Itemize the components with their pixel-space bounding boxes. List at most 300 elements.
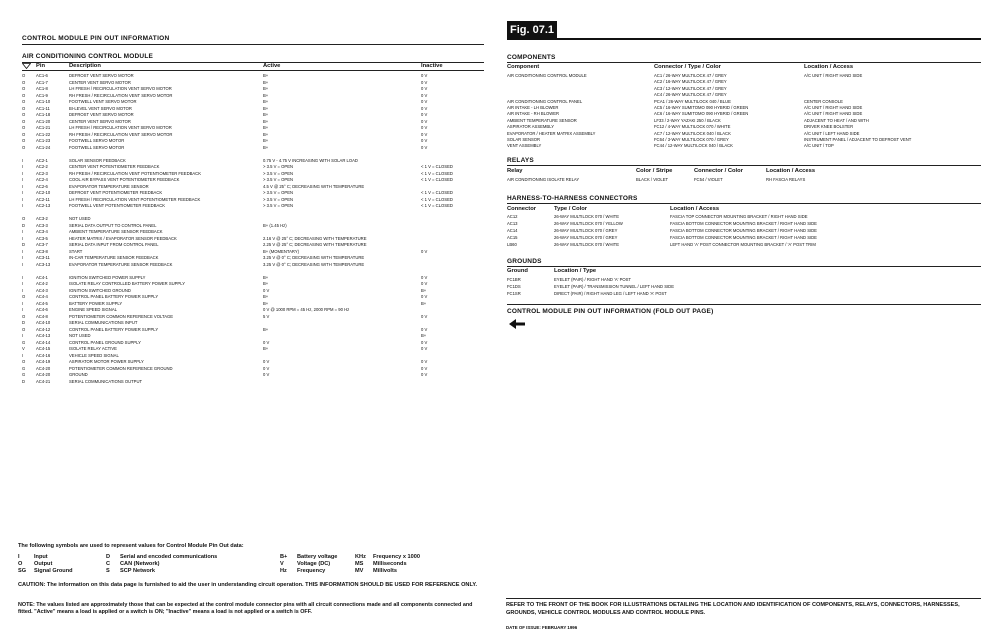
color-column-header: Color / Stripe	[636, 168, 673, 174]
io-cell: O	[22, 138, 26, 143]
inactive-cell: < 1 V = CLOSED	[421, 170, 453, 176]
figure-rule	[507, 38, 981, 40]
io-cell: I	[22, 170, 24, 176]
pin-cell: AC1-9	[36, 92, 48, 98]
relay-connector-column-header: Connector / Color	[694, 168, 743, 174]
ground-location-column-header: Location / Type	[554, 268, 597, 274]
io-cell: O	[22, 92, 26, 98]
io-cell: I	[22, 203, 24, 208]
active-cell: B+	[263, 346, 269, 351]
description-cell: BI-LEVEL VENT SERVO MOTOR	[69, 105, 132, 111]
component-cell: AIR CONDITIONING CONTROL PANEL	[507, 98, 583, 104]
pin-cell: AC4-2	[36, 281, 48, 286]
symbol-legend	[18, 554, 478, 582]
inactive-cell: < 1 V = CLOSED	[421, 190, 453, 195]
active-cell: 5 V	[263, 313, 270, 319]
inactive-cell: 0 V	[421, 86, 428, 91]
harness-type-cell: 26-WAY MULTILOCK 070 / GREY	[554, 235, 618, 240]
description-cell: CENTER VENT POTENTIOMETER FEEDBACK	[69, 164, 160, 169]
legend-symbol: Hz	[280, 568, 287, 574]
inactive-cell: 0 V	[421, 105, 428, 111]
description-cell: POTENTIOMETER COMMON REFERENCE GROUND	[69, 365, 173, 371]
harness-connector-cell: AC13	[507, 221, 518, 226]
header-rule	[22, 44, 484, 45]
pin-cell: AC1-11	[36, 105, 50, 111]
harness-table	[507, 213, 981, 251]
io-cell: O	[22, 125, 26, 130]
connector-cell: FC12 / 4-WAY MULTILOCK 070 / WHITE	[654, 124, 731, 130]
description-cell: RH FRESH / RECIRCULATION VENT SERVO MOTOR	[69, 131, 173, 137]
description-cell: IGNITION SWITCHED POWER SUPPLY	[69, 274, 146, 280]
location-cell: A/C UNIT / RIGHT HAND SIDE	[804, 73, 863, 78]
io-cell: I	[22, 255, 24, 260]
description-cell: LH FRESH / RECIRCULATION VENT SERVO MOTOR	[69, 86, 172, 91]
table-row	[22, 378, 484, 385]
ground-cell: FC1BR	[507, 277, 521, 282]
legend-label: Input	[34, 554, 48, 560]
components-rule	[507, 62, 981, 63]
io-cell: O	[22, 131, 26, 137]
description-cell: ENGINE SPEED SIGNAL	[69, 307, 117, 312]
inactive-cell: 0 V	[421, 112, 428, 117]
inactive-cell: 0 V	[421, 294, 428, 299]
table-row	[507, 176, 981, 183]
description-cell: LH FRESH / RECIRCULATION VENT POTENTIOMETER FEEDBACK	[69, 196, 201, 202]
io-cell: I	[22, 261, 24, 267]
harness-type-cell: 26-WAY MULTILOCK 070 / GREY	[554, 228, 618, 233]
legend-symbol: V	[280, 561, 284, 567]
ground-cell: FC1DS	[507, 284, 521, 289]
legend-symbol: S	[106, 568, 110, 574]
io-cell: D	[22, 378, 26, 384]
pin-cell: AC2-2	[36, 164, 48, 169]
inactive-cell: < 1 V = CLOSED	[421, 196, 453, 202]
component-cell: AIR CONDITIONING CONTROL MODULE	[507, 73, 587, 78]
harness-type-cell: 26-WAY MULTILOCK 070 / WHITE	[554, 242, 619, 247]
description-cell: GROUND	[69, 372, 88, 377]
column-header-rule	[22, 70, 484, 71]
pin-cell: AC1-10	[36, 99, 51, 104]
active-cell: 2.16 V @ 25° C; DECREASING WITH TEMPERATURE	[263, 235, 367, 241]
io-cell: O	[22, 73, 26, 78]
active-cell: B+	[263, 138, 269, 143]
inactive-cell: 0 V	[421, 248, 428, 254]
module-title: AIR CONDITIONING CONTROL MODULE	[22, 53, 154, 60]
io-cell: I	[22, 281, 24, 286]
legend-title: The following symbols are used to represent values for Control Module Pin Out data:	[18, 543, 244, 549]
connector-cell: AC5 / 16-WAY SUMITOMO 090 HYBRID / GREEN	[654, 105, 749, 110]
active-cell: > 3.5 V = OPEN	[263, 203, 294, 208]
refer-text: REFER TO THE FRONT OF THE BOOK FOR ILLUSTRATIONS DETAILING THE LOCATION AND IDENTIFICATION OF COMPONENTS, RELAYS, CONNECTORS, HARNESSES, GROUNDS, VEHICLE CONTROL MODULES AND CONTROL MODULE PINS.	[506, 602, 960, 616]
description-cell: CONTROL PANEL GROUND SUPPLY	[69, 339, 141, 345]
legend-symbol: I	[18, 554, 20, 560]
inactive-cell: 0 V	[421, 79, 428, 85]
pin-cell: AC2-1	[36, 157, 48, 163]
relay-location-cell: RH FASCIA RELAYS	[766, 177, 806, 182]
legend-symbol: O	[18, 561, 23, 567]
active-cell: B+	[263, 144, 269, 150]
io-cell: I	[22, 274, 24, 280]
pin-cell: AC4-19	[36, 359, 51, 364]
active-cell: B+	[263, 300, 269, 306]
pin-cell: AC4-21	[36, 378, 51, 384]
ground-location-cell: DIRECT (PAIR) / RIGHT HAND LEG / LEFT HAND 'A' POST	[554, 291, 667, 296]
harness-location-cell: FASCIA BOTTOM CONNECTOR MOUNTING BRACKET / RIGHT HAND SIDE	[670, 228, 817, 233]
active-cell: B+	[263, 112, 269, 117]
pin-cell: AC3-5	[36, 235, 48, 241]
connector-column-header: Connector / Type / Color	[654, 64, 721, 70]
description-cell: AMBIENT TEMPERATURE SENSOR FEEDBACK	[69, 229, 163, 234]
foldout-rule	[507, 304, 981, 305]
legend-label: SCP Network	[120, 568, 156, 574]
io-cell: G	[22, 372, 26, 377]
io-cell: G	[22, 365, 26, 371]
io-cell: G	[22, 339, 26, 345]
inactive-cell: 0 V	[421, 138, 428, 143]
io-cell: I	[22, 248, 24, 254]
active-cell: > 3.5 V = OPEN	[263, 177, 294, 182]
pin-cell: AC3-11	[36, 255, 50, 260]
harness-location-cell: LEFT HAND 'A' POST CONNECTOR MOUNTING BRACKET / 'A' POST TRIM	[670, 242, 816, 247]
io-cell: O	[22, 112, 26, 117]
legend-label: Milliseconds	[373, 561, 407, 567]
harness-connector-cell: LB60	[507, 242, 517, 247]
pin-cell: AC4-3	[36, 287, 48, 293]
legend-label: Signal Ground	[34, 568, 73, 574]
legend-symbol: MS	[355, 561, 364, 567]
active-cell: 0.75 V - 4.75 V INCREASING WITH SOLAR LOAD	[263, 157, 358, 163]
harness-location-column-header: Location / Access	[670, 206, 720, 212]
active-cell: 0 V	[263, 359, 270, 364]
grounds-title: GROUNDS	[507, 258, 542, 265]
active-cell: 0 V	[263, 365, 270, 371]
relay-location-column-header: Location / Access	[766, 168, 816, 174]
pin-cell: AC2-13	[36, 203, 51, 208]
figure-badge: Fig. 07.1	[507, 21, 557, 39]
active-cell: B+	[263, 281, 269, 286]
io-cell: D	[22, 242, 26, 247]
pin-cell: AC1-7	[36, 79, 48, 85]
io-cell: O	[22, 359, 26, 364]
description-cell: BATTERY POWER SUPPLY	[69, 300, 123, 306]
io-cell: I	[22, 300, 24, 306]
description-cell: IN-CAR TEMPERATURE SENSOR FEEDBACK	[69, 255, 159, 260]
location-cell: INSTRUMENT PANEL / ADJACENT TO DEFROST VENT	[804, 137, 912, 142]
grounds-table	[507, 276, 981, 300]
description-cell: COOL AIR BYPASS VENT POTENTIOMETER FEEDBACK	[69, 177, 180, 182]
description-cell: SOLAR SENSOR FEEDBACK	[69, 157, 126, 163]
io-cell: O	[22, 86, 26, 91]
io-cell: O	[22, 99, 26, 104]
pin-cell: AC4-20	[36, 365, 51, 371]
active-cell: B+	[263, 125, 269, 130]
arrow-left-icon	[508, 318, 526, 334]
pin-cell: AC4-15	[36, 346, 51, 351]
pin-cell: AC4-16	[36, 352, 51, 358]
component-cell: AMBIENT TEMPERATURE SENSOR	[507, 117, 577, 123]
table-row	[507, 241, 981, 248]
note-text: NOTE: The values listed are approximately those that can be expected at the control module connector pins with all circuit connections made and all components connected and fitted. "Active" means a load is applied or a switch is ON; "Inactive" means a load is not applied or a switch is OFF.	[18, 602, 473, 615]
active-cell: 3.25 V @ 0° C; DECREASING WITH TEMPERATURE	[263, 261, 365, 267]
pin-cell: AC1-8	[36, 86, 48, 91]
inactive-cell: 0 V	[421, 326, 428, 332]
pin-cell: AC4-10	[36, 320, 51, 325]
legend-symbol: SG	[18, 568, 27, 574]
legend-symbol: KHz	[355, 554, 366, 560]
io-cell: O	[22, 118, 26, 124]
active-cell: B+	[263, 86, 269, 91]
legend-symbol: D	[106, 554, 111, 560]
active-cell: B+ (1.45 Hz)	[263, 222, 287, 228]
description-cell: DEFROST VENT POTENTIOMETER FEEDBACK	[69, 190, 163, 195]
connector-cell: AC6 / 16-WAY SUMITOMO 090 HYBRID / GREEN	[654, 111, 749, 117]
active-cell: B+	[263, 92, 269, 98]
location-cell: ADJACENT TO HEAT / AND WITH	[804, 117, 869, 123]
inactive-cell: 0 V	[421, 365, 428, 371]
harness-type-column-header: Type / Color	[554, 206, 588, 212]
description-cell: NOT USED	[69, 216, 91, 221]
description-cell: CONTROL PANEL BATTERY POWER SUPPLY	[69, 294, 159, 299]
description-cell: FOOTWELL VENT POTENTIOMETER FEEDBACK	[69, 203, 166, 208]
description-cell: ISOLATE RELAY CONTROLLED BATTERY POWER SUPPLY	[69, 281, 186, 286]
connector-cell: FC64 / 3-WAY MULTILOCK 070 / GREY	[654, 137, 729, 142]
active-cell: > 3.5 V = OPEN	[263, 170, 294, 176]
active-cell: 0 V @ 1000 RPM = 45 Hz, 2000 RPM = 90 Hz	[263, 307, 350, 312]
inactive-cell: < 1 V = CLOSED	[421, 177, 453, 182]
description-cell: SERIAL COMMUNICATIONS OUTPUT	[69, 378, 143, 384]
location-cell: CENTER CONSOLE	[804, 98, 843, 104]
legend-label: Millivolts	[373, 568, 397, 574]
location-cell: DRIVER KNEE BOLSTER	[804, 124, 854, 130]
description-cell: LH FRESH / RECIRCULATION VENT SERVO MOTOR	[69, 125, 172, 130]
description-cell: ASPIRATOR MOTOR POWER SUPPLY	[69, 359, 144, 364]
connector-cell: FC44 / 12-WAY MULTILOCK 040 / BLACK	[654, 143, 733, 149]
pin-cell: AC3-2	[36, 216, 48, 221]
pin-cell: AC3-13	[36, 261, 51, 267]
pin-table	[22, 72, 484, 384]
description-cell: FOOTWELL VENT SERVO MOTOR	[69, 99, 137, 104]
description-cell: CENTER VENT SERVO MOTOR	[69, 79, 131, 85]
pin-cell: AC2-3	[36, 170, 48, 176]
color-cell: BLACK / VIOLET	[636, 177, 669, 182]
pin-cell: AC1-6	[36, 73, 48, 78]
active-cell: B+	[263, 73, 269, 78]
pin-cell: AC1-18	[36, 112, 51, 117]
ground-cell: FC1SR	[507, 291, 521, 296]
component-cell: VENT ASSEMBLY	[507, 143, 542, 149]
description-cell: RH FRESH / RECIRCULATION VENT POTENTIOMETER FEEDBACK	[69, 170, 201, 176]
pin-cell: AC2-10	[36, 190, 51, 195]
pin-column-header: Pin	[36, 63, 46, 69]
foldout-title: CONTROL MODULE PIN OUT INFORMATION (FOLD OUT PAGE)	[507, 308, 714, 315]
inactive-cell: 0 V	[421, 339, 428, 345]
description-column-header: Description	[69, 63, 101, 69]
inactive-cell: 0 V	[421, 313, 428, 319]
io-cell: I	[22, 196, 24, 202]
active-cell: > 3.5 V = OPEN	[263, 164, 294, 169]
io-cell: I	[22, 157, 24, 163]
legend-label: Frequency	[297, 568, 326, 574]
io-cell: I	[22, 307, 24, 312]
inactive-cell: 0 V	[421, 125, 428, 130]
harness-location-cell: FASCIA BOTTOM CONNECTOR MOUNTING BRACKET / RIGHT HAND SIDE	[670, 235, 817, 240]
connector-cell: PCA1 / 26-WAY MULTILOCK 040 / BLUE	[654, 98, 731, 104]
pin-cell: AC1-21	[36, 125, 51, 130]
inactive-cell: 0 V	[421, 346, 428, 351]
component-cell: SOLAR SENSOR	[507, 137, 541, 142]
inactive-cell: B+	[421, 287, 427, 293]
active-cell: 4.5 V @ 25° C; DECREASING WITH TEMPERATURE	[263, 183, 365, 189]
inactive-cell: B+	[421, 300, 427, 306]
connector-cell: LF33 / 2-WAY YAZAKI 250 / BLACK	[654, 117, 721, 123]
io-cell: I	[22, 287, 24, 293]
active-cell: > 3.5 V = OPEN	[263, 190, 294, 195]
location-cell: A/C UNIT / RIGHT HAND SIDE	[804, 111, 863, 117]
relay-connector-cell: FC54 / VIOLET	[694, 177, 723, 182]
description-cell: POTENTIOMETER COMMON REFERENCE VOLTAGE	[69, 313, 174, 319]
description-cell: EVAPORATOR TEMPERATURE SENSOR	[69, 183, 149, 189]
description-cell: ISOLATE RELAY ACTIVE	[69, 346, 117, 351]
page-header: CONTROL MODULE PIN OUT INFORMATION	[22, 35, 170, 42]
component-cell: EVAPORATOR / HEATER MATRIX ASSEMBLY	[507, 130, 596, 136]
legend-label: CAN (Network)	[120, 561, 160, 567]
active-cell: 0 V	[263, 339, 270, 345]
components-title: COMPONENTS	[507, 54, 556, 61]
pin-cell: AC4-14	[36, 339, 51, 345]
connector-cell: AC2 / 16-WAY MULTILOCK 47 / GREY	[654, 79, 727, 85]
pin-cell: AC4-12	[36, 326, 51, 332]
harness-location-cell: FASCIA TOP CONNECTOR MOUNTING BRACKET / RIGHT HAND SIDE	[670, 214, 808, 219]
harness-connector-cell: AC12	[507, 214, 518, 219]
pin-cell: AC4-1	[36, 274, 48, 280]
active-cell: 3.25 V @ 0° C; DECREASING WITH TEMPERATURE	[263, 255, 365, 260]
date-of-issue: DATE OF ISSUE: FEBRUARY 1996	[506, 625, 578, 630]
inactive-cell: < 1 V = CLOSED	[421, 203, 453, 208]
description-cell: FOOTWELL SERVO MOTOR	[69, 138, 125, 143]
component-column-header: Component	[507, 64, 540, 70]
pin-cell: AC4-4	[36, 294, 48, 299]
pin-cell: AC1-20	[36, 118, 51, 124]
pin-cell: AC2-6	[36, 183, 48, 189]
pin-out-page	[0, 0, 488, 635]
active-cell: B+ (MOMENTARY)	[263, 248, 300, 254]
active-cell: B+	[263, 99, 269, 104]
active-cell: B+	[263, 274, 269, 280]
description-cell: START	[69, 248, 83, 254]
description-cell: SERIAL DATA OUTPUT TO CONTROL PANEL	[69, 222, 157, 228]
active-cell: > 3.5 V = OPEN	[263, 196, 294, 202]
legend-label: Output	[34, 561, 53, 567]
inactive-cell: 0 V	[421, 359, 428, 364]
io-cell: V	[22, 346, 25, 351]
description-cell: DEFROST VENT SERVO MOTOR	[69, 112, 134, 117]
active-cell: B+	[263, 131, 269, 137]
description-cell: FOOTWELL SERVO MOTOR	[69, 144, 125, 150]
relays-table	[507, 176, 981, 184]
io-cell: I	[22, 164, 24, 169]
relay-cell: AIR CONDITIONING ISOLATE RELAY	[507, 177, 580, 182]
harness-location-cell: FASCIA BOTTOM CONNECTOR MOUNTING BRACKET / RIGHT HAND SIDE	[670, 221, 817, 226]
harness-title: HARNESS-TO-HARNESS CONNECTORS	[507, 195, 638, 202]
pin-cell: AC2-11	[36, 196, 50, 202]
grounds-rule	[507, 266, 981, 267]
refer-rule	[506, 598, 981, 599]
io-cell: I	[22, 183, 24, 189]
description-cell: EVAPORATOR TEMPERATURE SENSOR FEEDBACK	[69, 261, 173, 267]
legend-label: Frequency x 1000	[373, 554, 420, 560]
legend-symbol: C	[106, 561, 111, 567]
legend-symbol: B+	[280, 554, 288, 560]
pin-cell: AC3-8	[36, 248, 48, 254]
pin-cell: AC3-4	[36, 229, 48, 234]
inactive-column-header: Inactive	[421, 63, 443, 69]
io-cell: I	[22, 352, 24, 358]
io-cell: I	[22, 229, 24, 234]
active-cell: B+	[263, 294, 269, 299]
legend-label: Battery voltage	[297, 554, 338, 560]
component-cell: ASPIRATOR ASSEMBLY	[507, 124, 555, 130]
relays-title: RELAYS	[507, 157, 534, 164]
active-cell: 0 V	[263, 287, 270, 293]
inactive-cell: 0 V	[421, 92, 428, 98]
ground-column-header: Ground	[507, 268, 528, 274]
io-cell: I	[22, 177, 24, 182]
location-cell: A/C UNIT / TOP	[804, 143, 834, 149]
connector-cell: AC7 / 12-WAY MULTILOCK 040 / BLACK	[654, 130, 731, 136]
harness-type-cell: 26-WAY MULTILOCK 070 / WHITE	[554, 214, 619, 219]
description-cell: CENTER VENT SERVO MOTOR	[69, 118, 131, 124]
pin-cell: AC4-5	[36, 300, 48, 306]
inactive-cell: 0 V	[421, 372, 428, 377]
component-cell: AIR INTAKE - RH BLOWER	[507, 111, 560, 117]
inactive-cell: 0 V	[421, 131, 428, 137]
active-cell: B+	[263, 79, 269, 85]
pin-cell: AC4-8	[36, 313, 48, 319]
active-cell: B+	[263, 118, 269, 124]
pin-cell: AC4-6	[36, 307, 48, 312]
caution-text: CAUTION: The information on this data page is furnished to aid the user in understanding circuit operation. THIS INFORMATION SHOULD BE USED FOR REFERENCE ONLY.	[18, 582, 478, 588]
io-cell: O	[22, 326, 26, 332]
components-table	[507, 72, 981, 150]
description-cell: RH FRESH / RECIRCULATION VENT SERVO MOTOR	[69, 92, 173, 98]
connector-cell: AC4 / 26-WAY MULTILOCK 47 / GREY	[654, 92, 727, 98]
io-cell: O	[22, 105, 26, 111]
io-cell: I	[22, 235, 24, 241]
active-cell: 2.25 V @ 25° C; DECREASING WITH TEMPERATURE	[263, 242, 367, 247]
components-page	[500, 0, 981, 635]
io-cell: D	[22, 222, 26, 228]
table-row	[507, 290, 981, 297]
location-cell: A/C UNIT / LEFT HAND SIDE	[804, 130, 860, 136]
harness-connector-cell: AC15	[507, 235, 518, 240]
ground-location-cell: EYELET (PAIR) / TRANSMISSION TUNNEL / LEFT HAND SIDE	[554, 284, 674, 289]
legend-label: Serial and encoded communications	[120, 554, 218, 560]
io-cell: O	[22, 216, 26, 221]
inactive-cell: 0 V	[421, 99, 428, 104]
io-cell: O	[22, 294, 26, 299]
ground-location-cell: EYELET (PAIR) / RIGHT HAND 'A' POST	[554, 277, 631, 282]
description-cell: NOT USED	[69, 333, 91, 338]
inactive-cell: B+	[421, 333, 427, 338]
legend-symbol: MV	[355, 568, 364, 574]
description-cell: SERIAL DATA INPUT FROM CONTROL PANEL	[69, 242, 159, 247]
connector-cell: AC1 / 26-WAY MULTILOCK 47 / GREY	[654, 73, 727, 78]
description-cell: SERIAL COMMUNICATIONS INPUT	[69, 320, 138, 325]
description-cell: IGNITION SWITCHED GROUND	[69, 287, 131, 293]
harness-connector-cell: AC14	[507, 228, 518, 233]
io-cell: D	[22, 320, 26, 325]
pin-cell: AC3-7	[36, 242, 48, 247]
